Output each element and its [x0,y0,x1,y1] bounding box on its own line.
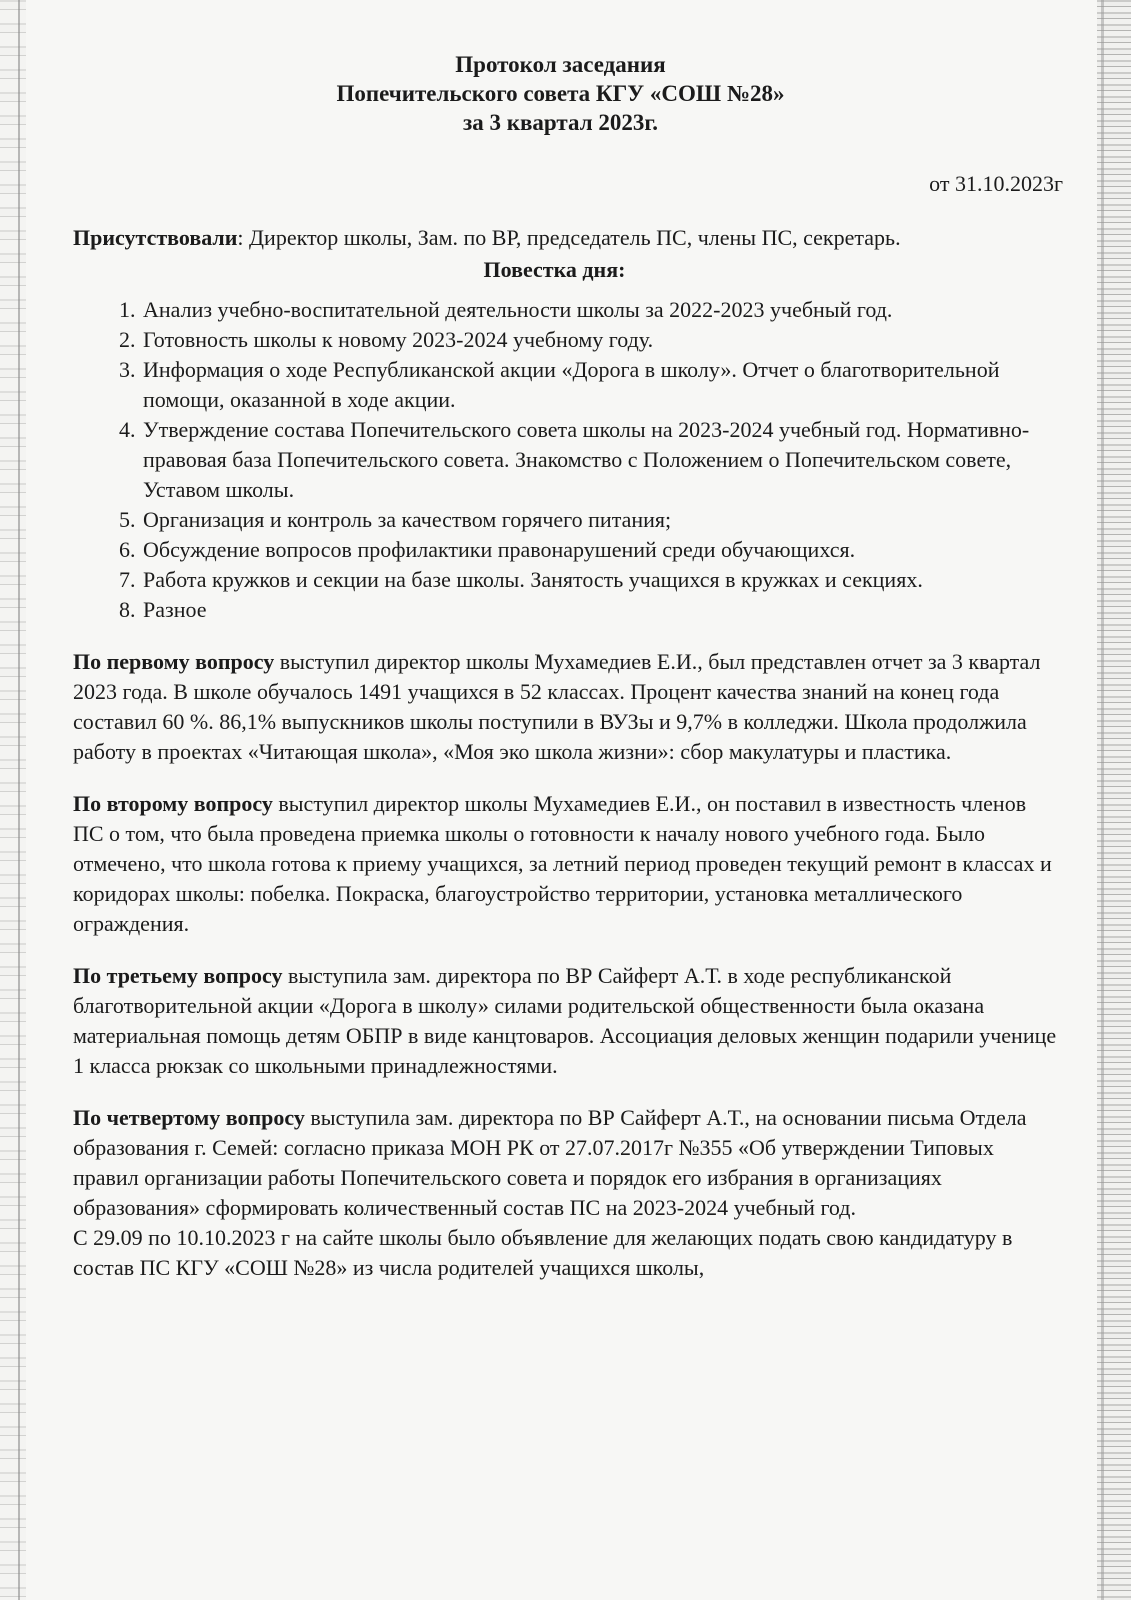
attendees-label: Присутствовали [73,225,238,250]
agenda-list [73,295,1058,625]
agenda-item: 3. Информация о ходе Республиканской акции «Дорога в школу». Отчет о благотворительной помощи, оказанной в ходе акции. [141,355,1058,415]
scan-edge-left [0,0,26,1600]
agenda-item: 1. Анализ учебно-воспитательной деятельности школы за 2022-2023 учебный год. [141,295,1058,325]
section-fourth-question [73,1103,1058,1223]
agenda-item: 8. Разное [141,595,1058,625]
document-date: от 31.10.2023г [929,171,1063,196]
section-first-question [73,647,1058,767]
section-text: выступила зам. директора по ВР Сайферт А.Т., на основании письма Отдела образования г. Семей: согласно приказа МОН РК от 27.07.2017г №355 «Об утверждении Типовых правил организации работы Попечительского совета и порядок его избрания в организациях образования» сформировать количественный состав ПС на 2023-2024 учебный год. [73,1105,1027,1220]
section-lead: По четвертому вопросу [73,1105,305,1130]
section-text: выступила зам. директора по ВР Сайферт А.Т. в ходе республиканской благотворительной акции «Дорога в школу» силами родительской общественности была оказана материальная помощь детям ОБПР в виде канцтоваров. Ассоциация деловых женщин подарили ученице 1 класса рюкзак со школьными принадлежностями. [73,963,1057,1078]
section-lead: По второму вопросу [73,791,273,816]
document-title [63,50,1058,137]
attendees-text: : Директор школы, Зам. по ВР, председатель ПС, члены ПС, секретарь. [237,225,901,250]
section-second-question [73,789,1058,939]
title-line-1: Протокол заседания [455,52,666,77]
agenda-item: 4. Утверждение состава Попечительского совета школы на 2023-2024 учебный год. Нормативно-правовая база Попечительского совета. Знакомство с Положением о Попечительском совете, Уставом школы. [141,415,1058,505]
title-line-3: за 3 квартал 2023г. [463,110,658,135]
section-text: выступил директор школы Мухамедиев Е.И., он поставил в известность членов ПС о том, что была проведена приемка школы о готовности к началу нового учебного года. Было отмечено, что школа готова к приему учащихся, за летний период проведен текущий ремонт в классах и коридорах школы: побелка. Покраска, благоустройство территории, установка металлического ограждения. [73,791,1052,936]
section-lead: По первому вопросу [73,649,275,674]
document-body [73,50,1063,1283]
section-lead: По третьему вопросу [73,963,283,988]
agenda-item: 5. Организация и контроль за качеством горячего питания; [141,505,1058,535]
scan-edge-right [1097,0,1131,1600]
section-text: выступил директор школы Мухамедиев Е.И., был представлен отчет за 3 квартал 2023 года. В школе обучалось 1491 учащихся в 52 классах. Процент качества знаний на конец года составил 60 %. 86,1% выпускников школы поступили в ВУЗы и 9,7% в колледжи. Школа продолжила работу в проектах «Читающая школа», «Моя эко школа жизни»: сбор макулатуры и пластика. [73,649,1041,764]
section-fourth-continuation: С 29.09 по 10.10.2023 г на сайте школы было объявление для желающих подать свою кандидатуру в состав ПС КГУ «СОШ №28» из числа родителей учащихся школы, [73,1225,1013,1280]
agenda-item: 6. Обсуждение вопросов профилактики правонарушений среди обучающихся. [141,535,1058,565]
agenda-item: 2. Готовность школы к новому 2023-2024 учебному году. [141,325,1058,355]
attendees-paragraph [73,223,1058,253]
title-line-2: Попечительского совета КГУ «СОШ №28» [336,81,785,106]
agenda-title: Повестка дня: [483,257,626,282]
agenda-item: 7. Работа кружков и секции на базе школы. Занятость учащихся в кружках и секциях. [141,565,1058,595]
section-third-question [73,961,1058,1081]
